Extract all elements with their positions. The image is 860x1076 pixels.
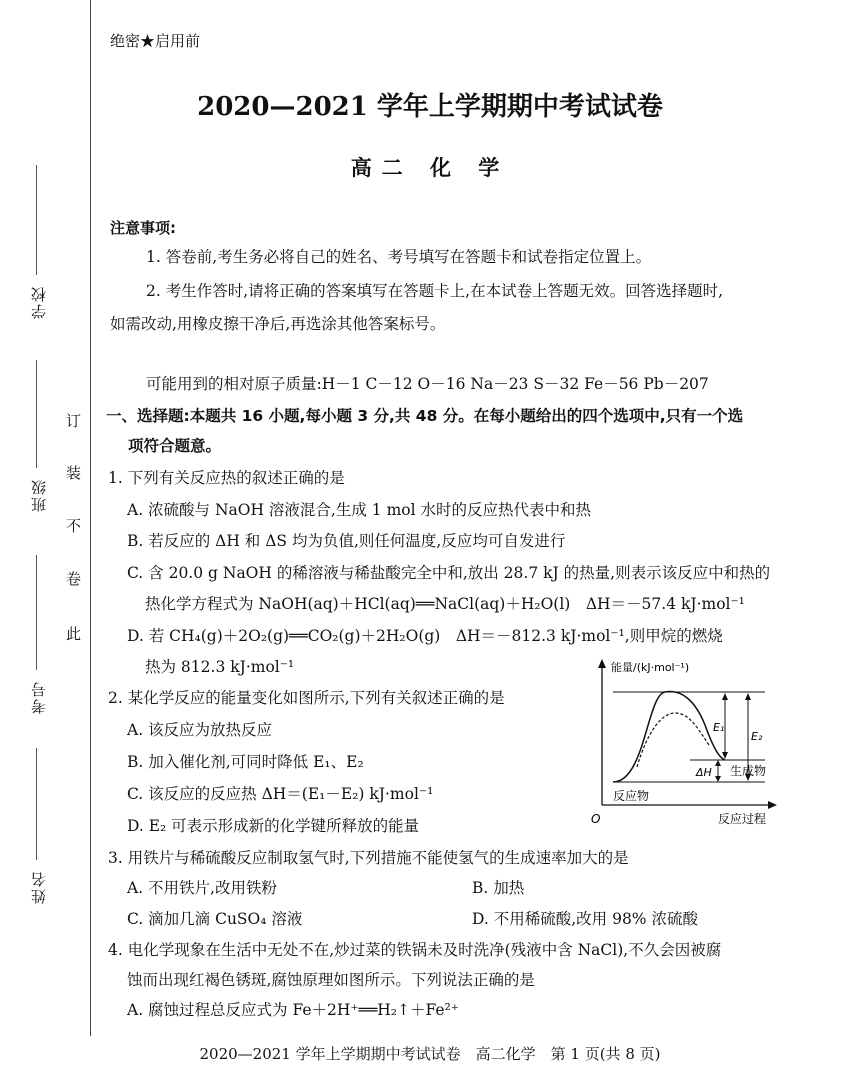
notice-item: 2. 考生作答时,请将正确的答案填写在答题卡上,在本试卷上答题无效。回答选择题时,	[146, 282, 723, 300]
page-title: 2020—2021 学年上学期期中考试试卷	[197, 92, 663, 122]
option-d: D. 不用稀硫酸,改用 98% 浓硫酸	[472, 910, 698, 928]
question-stem: 1. 下列有关反应热的叙述正确的是	[108, 469, 345, 487]
option-c: 热化学方程式为 NaOH(aq)＋HCl(aq)══NaCl(aq)＋H₂O(l) ΔH＝－57.4 kJ·mol⁻¹	[145, 595, 745, 613]
page-footer: 2020—2021 学年上学期期中考试试卷 高二化学 第 1 页(共 8 页)	[199, 1045, 661, 1063]
e2-label: E₂	[751, 730, 763, 743]
option-c: C. 该反应的反应热 ΔH＝(E₁－E₂) kJ·mol⁻¹	[127, 785, 434, 803]
subject-title: 高二 化 学	[350, 155, 510, 180]
option-b: B. 加入催化剂,可同时降低 E₁、E₂	[127, 753, 364, 771]
section-heading: 项符合题意。	[128, 437, 222, 455]
catalyst-curve	[637, 713, 709, 767]
product-label: 生成物	[730, 764, 767, 778]
energy-diagram	[585, 655, 795, 835]
binding-char: 装	[66, 464, 82, 482]
binding-char: 卷	[66, 570, 82, 588]
question-stem: 4. 电化学现象在生活中无处不在,炒过菜的铁锅未及时洗净(残液中含 NaCl),不久会因被腐	[108, 941, 722, 959]
question-stem: 蚀而出现红褐色锈斑,腐蚀原理如图所示。下列说法正确的是	[127, 971, 535, 989]
option-c: C. 滴加几滴 CuSO₄ 溶液	[127, 910, 303, 928]
name-label: 姓名	[30, 870, 48, 904]
option-a: A. 浓硫酸与 NaOH 溶液混合,生成 1 mol 水时的反应热代表中和热	[127, 501, 591, 519]
school-label: 学校	[30, 285, 48, 319]
dh-label: ΔH	[696, 766, 712, 779]
notice-heading: 注意事项:	[110, 219, 176, 237]
option-a: A. 不用铁片,改用铁粉	[127, 879, 277, 897]
binding-char: 不	[66, 517, 82, 535]
option-b: B. 若反应的 ΔH 和 ΔS 均为负值,则任何温度,反应均可自发进行	[127, 532, 566, 550]
option-a: A. 腐蚀过程总反应式为 Fe＋2H⁺══H₂↑＋Fe²⁺	[127, 1001, 459, 1019]
option-b: B. 加热	[472, 879, 525, 897]
exam-no-field[interactable]	[36, 555, 37, 670]
name-field[interactable]	[36, 748, 37, 860]
option-a: A. 该反应为放热反应	[127, 721, 273, 739]
e1-label: E₁	[713, 721, 725, 734]
class-label: 班级	[30, 478, 48, 512]
binding-char: 此	[66, 625, 82, 643]
x-axis-label: 反应过程	[718, 812, 767, 826]
class-field[interactable]	[36, 360, 37, 468]
notice-item: 1. 答卷前,考生务必将自己的姓名、考号填写在答题卡和试卷指定位置上。	[146, 248, 652, 266]
reactant-label: 反应物	[613, 789, 650, 803]
y-axis-label: 能量/(kJ·mol⁻¹)	[611, 661, 690, 674]
secret-mark: 绝密★启用前	[110, 32, 201, 50]
binding-char: 订	[66, 412, 82, 430]
atomic-masses: 可能用到的相对原子质量:H－1 C－12 O－16 Na－23 S－32 Fe－56 Pb－207	[146, 375, 709, 393]
option-d: D. 若 CH₄(g)＋2O₂(g)══CO₂(g)＋2H₂O(g) ΔH＝－812.3 kJ·mol⁻¹,则甲烷的燃烧	[127, 627, 723, 645]
section-heading: 一、选择题:本题共 16 小题,每小题 3 分,共 48 分。在每小题给出的四个选项中,只有一个选	[106, 407, 744, 425]
exam-no-label: 考号	[30, 680, 48, 714]
origin-label: O	[591, 812, 601, 826]
option-c: C. 含 20.0 g NaOH 的稀溶液与稀盐酸完全中和,放出 28.7 kJ 的热量,则表示该反应中和热的	[127, 564, 771, 582]
question-stem: 2. 某化学反应的能量变化如图所示,下列有关叙述正确的是	[108, 689, 505, 707]
question-stem: 3. 用铁片与稀硫酸反应制取氢气时,下列措施不能使氢气的生成速率加大的是	[108, 849, 629, 867]
option-d: D. E₂ 可表示形成新的化学键所释放的能量	[127, 817, 420, 835]
notice-item: 如需改动,用橡皮擦干净后,再选涂其他答案标号。	[110, 315, 446, 333]
option-d: 热为 812.3 kJ·mol⁻¹	[145, 658, 295, 676]
